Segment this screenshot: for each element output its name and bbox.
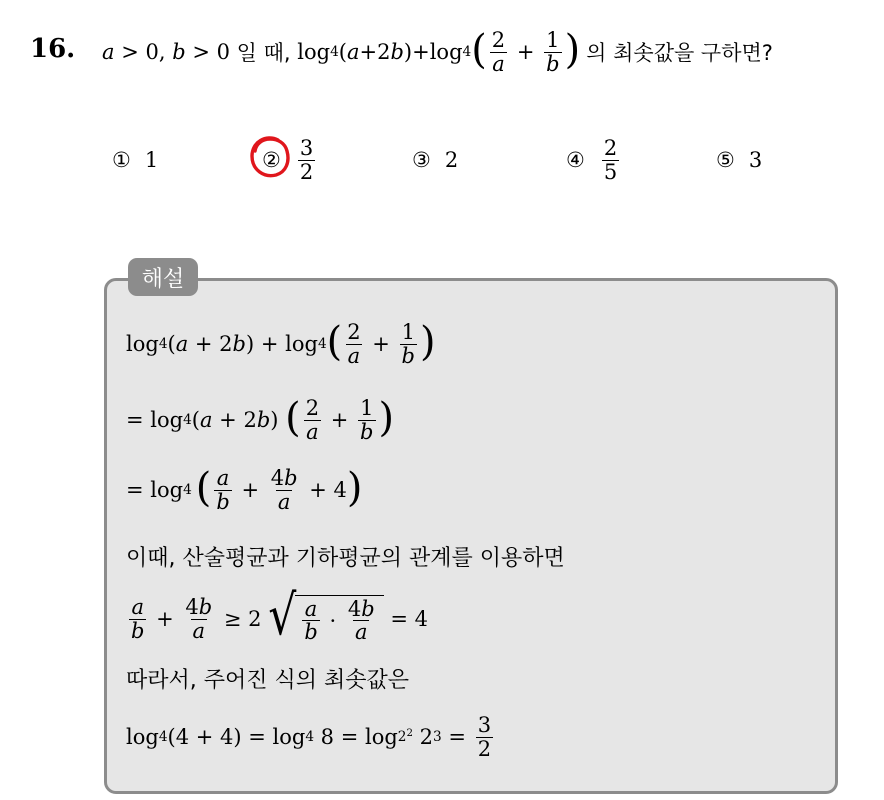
choice-mark: ② — [262, 148, 281, 172]
paren-close: ) — [403, 40, 413, 64]
log-base: 4 — [183, 412, 192, 428]
question-stem: a > 0, b > 0 일 때, log 4 ( a +2 b ) + log 4 ( $\frac{2}{a}$ + $\frac{1}{b}$ ) 의 최솟값을 구하면? — [102, 27, 773, 76]
fraction: $\frac{4b}{a}$ — [185, 595, 213, 643]
log-base: 4 — [462, 44, 472, 60]
log-base — [398, 729, 413, 745]
log-base: 4 — [158, 729, 168, 745]
solution-line-7: log 4 (4 + 4) = log 4 8 = log $2^2$ 2 3 = $\frac{3}{2}$ — [126, 713, 492, 761]
log-text: log — [429, 40, 463, 64]
choice-fraction — [602, 137, 619, 182]
plus-sign: + — [149, 607, 181, 631]
log-base: 4 — [183, 482, 192, 498]
frac-den: 2 — [299, 159, 314, 184]
log-base: 4 — [305, 729, 314, 745]
expr: = log — [126, 408, 184, 432]
fraction: $\frac{a}{b}$ — [216, 466, 230, 514]
condition-word: 일 때, — [229, 41, 298, 65]
fraction — [544, 29, 561, 74]
frac-num: 3 — [299, 136, 314, 161]
choice-value: 1 — [144, 148, 159, 172]
solution-line-3: = log 4 ( $\frac{a}{b}$ + $\frac{4b}{a}$ + 4 ) — [126, 465, 363, 514]
plus-sign: + — [365, 332, 397, 356]
log-text: log — [364, 725, 398, 749]
choice-fraction — [298, 137, 315, 182]
solution-tab: 해설 — [128, 258, 198, 296]
fraction — [490, 29, 507, 74]
question-number: 16. — [30, 34, 76, 64]
sqrt — [268, 583, 383, 648]
plus-sign: + — [234, 478, 266, 502]
selected-answer-circle-icon — [248, 134, 292, 180]
choice-4[interactable] — [566, 132, 622, 188]
frac-den: 5 — [603, 159, 618, 184]
choice-value: 3 — [748, 148, 763, 172]
var-a: a — [102, 40, 115, 64]
choice-mark: ③ — [412, 148, 431, 172]
radical-icon: √ — [268, 583, 297, 648]
choice-1[interactable] — [112, 132, 158, 188]
log-text: log — [126, 725, 159, 749]
frac-num: 2 — [491, 28, 506, 53]
var-b: b — [390, 40, 404, 64]
plus-sign: + — [324, 408, 356, 432]
fraction: $\frac{1}{b}$ — [401, 320, 415, 368]
log-base: 4 — [317, 336, 327, 352]
expr: = 4 — [383, 607, 428, 631]
choice-5[interactable] — [716, 132, 762, 188]
frac-den: 2 — [477, 736, 492, 761]
fraction — [476, 714, 493, 759]
frac-den: a — [492, 51, 505, 76]
var-a: a — [346, 40, 360, 64]
fraction: $\frac{1}{b}$ — [360, 396, 374, 444]
frac-num: 2 — [603, 136, 618, 161]
question-ask: 의 최솟값을 구하면? — [586, 41, 773, 65]
expr: 2 — [413, 725, 434, 749]
log-base: 4 — [330, 44, 339, 60]
solution-line-6: 따라서, 주어진 식의 최솟값은 — [126, 667, 409, 693]
plus-sign: + — [510, 40, 542, 64]
plus-sign: + — [412, 40, 430, 64]
log-text: log — [272, 725, 306, 749]
log-text: log — [126, 332, 159, 356]
choice-mark: ④ — [566, 148, 585, 172]
condition-text: > 0, — [114, 40, 173, 64]
plus-two: +2 — [359, 40, 391, 64]
frac-num: 1 — [546, 28, 560, 53]
condition-text: > 0 — [185, 40, 230, 64]
fraction: $\frac{2}{a}$ — [305, 396, 320, 444]
choice-mark: ⑤ — [716, 148, 735, 172]
fraction: $\frac{2}{a}$ — [347, 320, 361, 368]
expr: (a + 2b) + log — [167, 332, 318, 356]
var-b: b — [172, 40, 186, 64]
fraction: $\frac{4b}{a}$ — [270, 466, 298, 514]
sqrt-body: $\frac{a}{b}$ · $\frac{4b}{a}$ — [295, 595, 383, 643]
log-text: log — [297, 40, 331, 64]
solution-line-4: 이때, 산술평균과 기하평균의 관계를 이용하면 — [126, 545, 565, 571]
solution-line-2: = log 4 (a + 2b) ( $\frac{2}{a}$ + $\frac{1}{b}$ ) — [126, 395, 395, 444]
expr: = — [441, 725, 473, 749]
expr: 8 = — [314, 725, 365, 749]
expr: (4 + 4) = — [167, 725, 273, 749]
choice-3[interactable] — [412, 132, 458, 188]
choice-mark: ① — [112, 148, 131, 172]
paren-open: ( — [338, 40, 347, 64]
expr: ≥ 2 — [217, 607, 269, 631]
fraction: $\frac{a}{b}$ — [131, 595, 145, 643]
solution-line-1: log 4 (a + 2b) + log 4 ( $\frac{2}{a}$ + $\frac{1}{b}$ ) — [126, 319, 436, 368]
solution-line-5 — [126, 583, 428, 652]
log-base-exp: 2 — [406, 727, 413, 739]
log-base-value: 2 — [397, 729, 407, 745]
log-base: 4 — [158, 336, 168, 352]
frac-num: 3 — [477, 713, 492, 738]
expr: = log — [126, 478, 184, 502]
expr: + 4 — [302, 478, 347, 502]
expr: (a + 2b) — [191, 408, 286, 432]
frac-den: b — [546, 51, 560, 76]
choice-value: 2 — [444, 148, 459, 172]
